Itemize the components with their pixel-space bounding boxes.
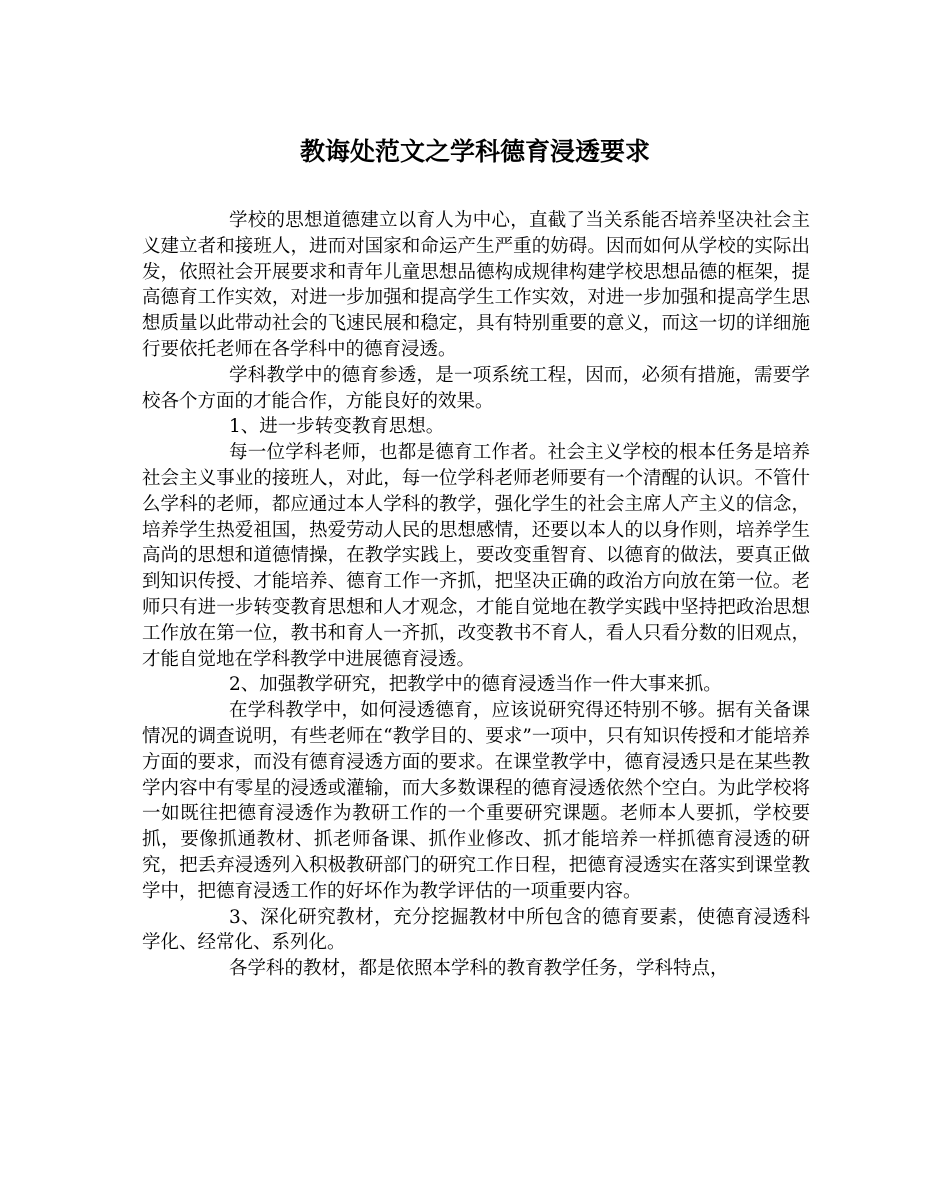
heading-point-1: 1、进一步转变教育思想。 <box>229 416 445 438</box>
paragraph-system: 学科教学中的德育参透，是一项系统工程，因而，必须有措施，需要学校各个方面的才能合作，方能良好的效果。 <box>142 364 810 412</box>
paragraph-point-1: 每一位学科老师，也都是德育工作者。社会主义学校的根本任务是培养社会主义事业的接班人，对此，每一位学科老师老师要有一个清醒的认识。不管什么学科的老师，都应通过本人学科的教学，强化学生的社会主席人产主义的信念，培养学生热爱祖国，热爱劳动人民的思想感情，还要以本人的以身作则，培养学生高尚的思想和道德情操，在教学实践上，要改变重智育、以德育的做法，要真正做到知识传授、才能培养、德育工作一齐抓，把坚决正确的政治方向放在第一位。老师只有进一步转变教育思想和人才观念，才能自觉地在教学实践中坚持把政治思想工作放在第一位，教书和育人一齐抓，改变教书不育人，看人只看分数的旧观点，才能自觉地在学科教学中进展德育浸透。 <box>142 442 810 670</box>
document-body <box>142 208 810 982</box>
paragraph-point-2: 在学科教学中，如何浸透德育，应该说研究得还特别不够。据有关备课情况的调查说明，有些老师在“教学目的、要求”一项中，只有知识传授和才能培养方面的要求，而没有德育浸透方面的要求。在课堂教学中，德育浸透只是在某些教学内容中有零星的浸透或灌输，而大多数课程的德育浸透依然个空白。为此学校将一如既往把德育浸透作为教研工作的一个重要研究课题。老师本人要抓，学校要抓，要像抓通教材、抓老师备课、抓作业修改、抓才能培养一样抓德育浸透的研究，把丢弃浸透列入积极教研部门的研究工作日程，把德育浸透实在落实到课堂教学中，把德育浸透工作的好坏作为教学评估的一项重要内容。 <box>142 700 810 902</box>
paragraph-intro: 学校的思想道德建立以育人为中心，直截了当关系能否培养坚决社会主义建立者和接班人，进而对国家和命运产生严重的妨碍。因而如何从学校的实际出发，依照社会开展要求和青年儿童思想品德构成规律构建学校思想品德的框架，提高德育工作实效，对进一步加强和提高学生工作实效，对进一步加强和提高学生思想质量以此带动社会的飞速民展和稳定，具有特别重要的意义，而这一切的详细施行要依托老师在各学科中的德育浸透。 <box>142 210 810 360</box>
document-title: 教诲处范文之学科德育浸透要求 <box>299 137 650 166</box>
paragraph-point-3: 各学科的教材，都是依照本学科的教育教学任务，学科特点， <box>229 958 729 980</box>
heading-point-2: 2、加强教学研究，把教学中的德育浸透当作一件大事来抓。 <box>229 674 722 696</box>
heading-point-3: 3、深化研究教材，充分挖掘教材中所包含的德育要素，使德育浸透科学化、经常化、系列化。 <box>142 906 810 954</box>
